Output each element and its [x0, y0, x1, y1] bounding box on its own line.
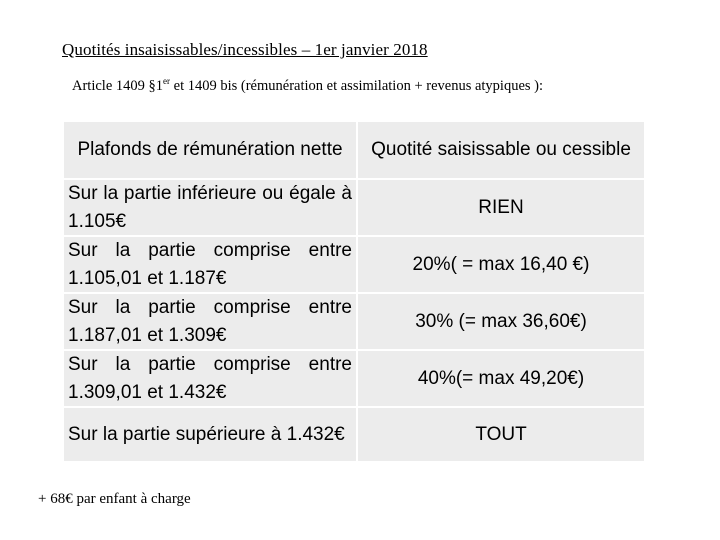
ceiling-cell: Sur la partie comprise entre 1.105,01 et 1.187€ — [64, 236, 356, 293]
column-header-ceilings: Plafonds de rémunération nette — [64, 122, 356, 179]
page-title: Quotités insaisissables/incessibles – 1er janvier 2018 — [62, 40, 428, 59]
table-row — [64, 236, 644, 293]
article-reference — [72, 76, 543, 95]
table-row — [64, 293, 644, 350]
ceiling-cell: Sur la partie comprise entre 1.187,01 et 1.309€ — [64, 293, 356, 350]
article-reference-superscript: er — [163, 76, 171, 86]
seizure-quota-table — [64, 122, 644, 463]
quota-cell: TOUT — [358, 407, 644, 462]
child-allowance-note: + 68€ par enfant à charge — [38, 491, 191, 507]
quota-cell: 20%( = max 16,40 €) — [358, 236, 644, 293]
column-header-quota: Quotité saisissable ou cessible — [358, 122, 644, 179]
ceiling-cell: Sur la partie comprise entre 1.309,01 et 1.432€ — [64, 350, 356, 407]
quota-cell: RIEN — [358, 179, 644, 236]
quota-cell: 30% (= max 36,60€) — [358, 293, 644, 350]
article-reference-text: Article 1409 §1 — [72, 78, 164, 94]
table-header-row — [64, 122, 644, 179]
table-row — [64, 179, 644, 236]
ceiling-cell: Sur la partie inférieure ou égale à 1.105€ — [64, 179, 356, 236]
article-reference-rest: et 1409 bis (rémunération et assimilation + revenus atypiques ): — [170, 78, 544, 94]
table-row — [64, 350, 644, 407]
table-row — [64, 407, 644, 462]
quota-cell: 40%(= max 49,20€) — [358, 350, 644, 407]
ceiling-cell: Sur la partie supérieure à 1.432€ — [64, 407, 356, 462]
